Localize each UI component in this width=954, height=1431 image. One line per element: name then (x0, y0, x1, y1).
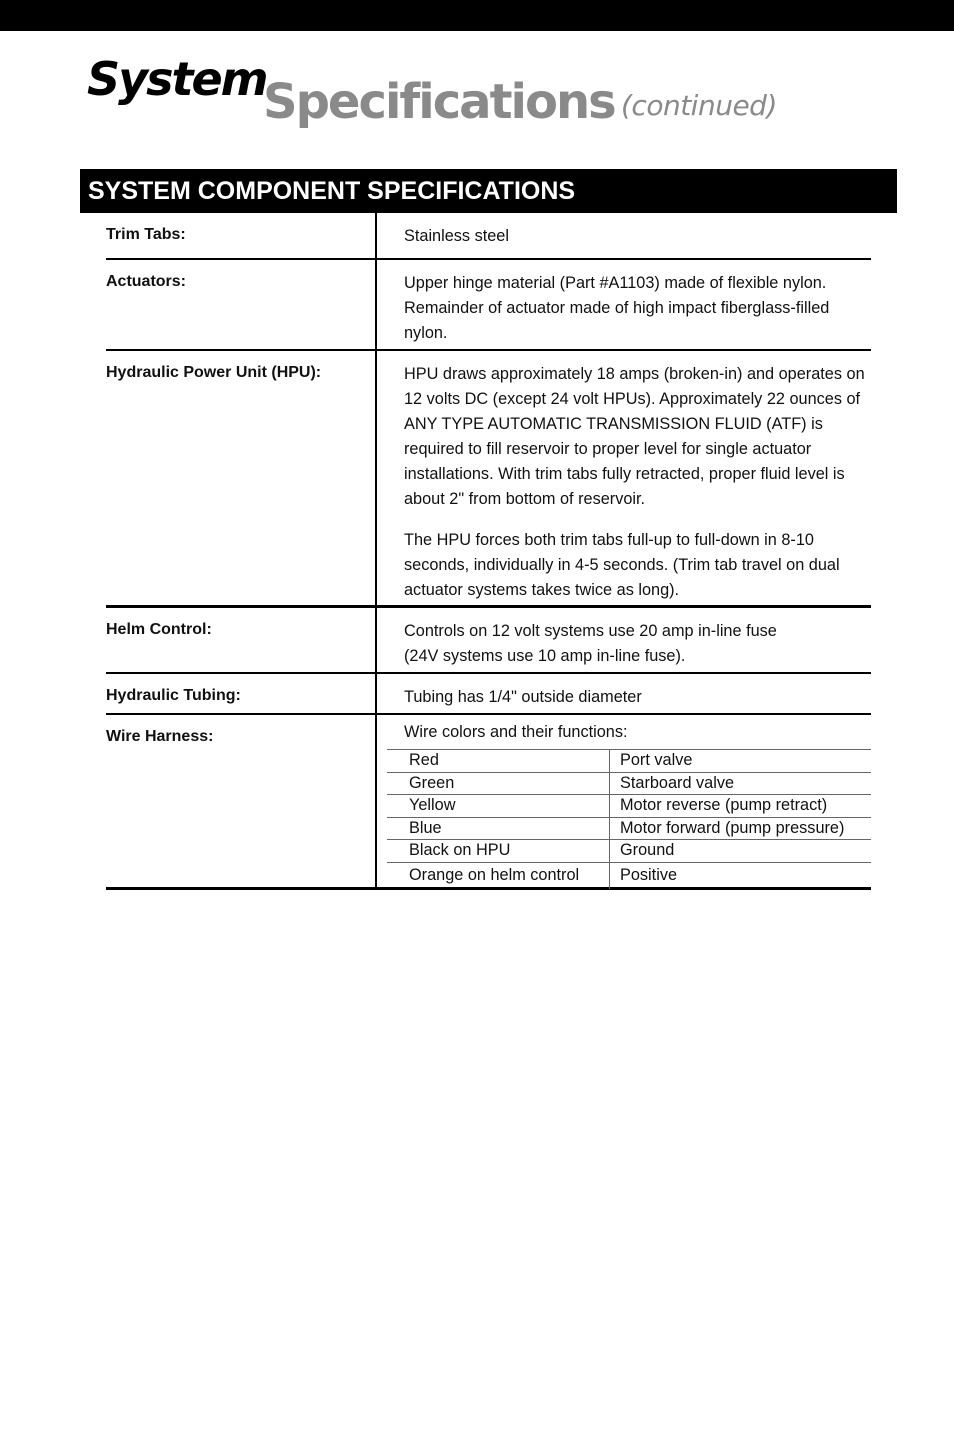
spec-value: Stainless steel (404, 227, 509, 245)
wire-function: Motor reverse (pump retract) (610, 795, 872, 818)
spec-label: Hydraulic Tubing: (106, 674, 377, 713)
wire-function: Motor forward (pump pressure) (610, 817, 872, 840)
spec-text: (24V systems use 10 amp in-line fuse). (404, 647, 686, 665)
wire-color: Yellow (387, 795, 610, 818)
spec-row-hydraulic-tubing (106, 674, 871, 715)
spec-text: HPU draws approximately 18 amps (broken-in) and operates on 12 volts DC (except 24 volt HPUs). Approximately 22 ounces of ANY TYPE AUTOMATIC TRANSMISSION FLUID (ATF) is required to fill reservoir to proper level for single actuator installations. With trim tabs fully retracted, proper fluid level is about 2" from bottom of reservoir. (404, 365, 865, 508)
section-header: SYSTEM COMPONENT SPECIFICATIONS (80, 169, 897, 213)
wire-table (387, 750, 871, 889)
spec-value (377, 351, 871, 605)
wire-color: Black on HPU (387, 840, 610, 863)
spec-value (377, 608, 871, 672)
spec-row-hpu (106, 351, 871, 608)
spec-row-actuators (106, 260, 871, 351)
spec-label: Wire Harness: (106, 715, 377, 887)
wire-intro: Wire colors and their functions: (387, 720, 871, 750)
spec-value (377, 260, 871, 349)
title-system: System (87, 52, 267, 106)
wire-color: Blue (387, 817, 610, 840)
wire-row (387, 817, 871, 840)
spec-label: Actuators: (106, 260, 377, 349)
title-specifications: Specifications (263, 74, 615, 130)
wire-color: Orange on helm control (387, 862, 610, 889)
spec-row-wire-harness (106, 715, 871, 890)
wire-row (387, 840, 871, 863)
wire-function: Positive (620, 866, 678, 884)
spec-value: Tubing has 1/4" outside diameter (404, 688, 642, 706)
title-continued: (continued) (621, 89, 777, 122)
wire-function: Ground (610, 840, 872, 863)
top-bar (0, 0, 954, 31)
spec-text: The HPU forces both trim tabs full-up to full-down in 8-10 seconds, individually in 4-5 seconds. (Trim tab travel on dual actuator systems takes twice as long). (404, 531, 840, 599)
spec-label: Helm Control: (106, 608, 377, 672)
wire-row (387, 772, 871, 795)
wire-color: Green (387, 772, 610, 795)
spec-text: Controls on 12 volt systems use 20 amp in-line fuse (404, 622, 777, 640)
wire-row (387, 795, 871, 818)
wire-color: Red (387, 750, 610, 772)
spec-row-helm-control (106, 608, 871, 674)
wire-function: Starboard valve (610, 772, 872, 795)
spec-label: Hydraulic Power Unit (HPU): (106, 351, 377, 605)
spec-value (377, 715, 871, 887)
spec-table (106, 213, 871, 890)
spec-row-trim-tabs (106, 213, 871, 260)
wire-row (387, 862, 871, 889)
wire-row (387, 750, 871, 772)
wire-function: Port valve (610, 750, 872, 772)
spec-text: Upper hinge material (Part #A1103) made of flexible nylon. Remainder of actuator made of high impact fiberglass-filled nylon. (404, 274, 830, 342)
spec-label: Trim Tabs: (106, 213, 377, 258)
